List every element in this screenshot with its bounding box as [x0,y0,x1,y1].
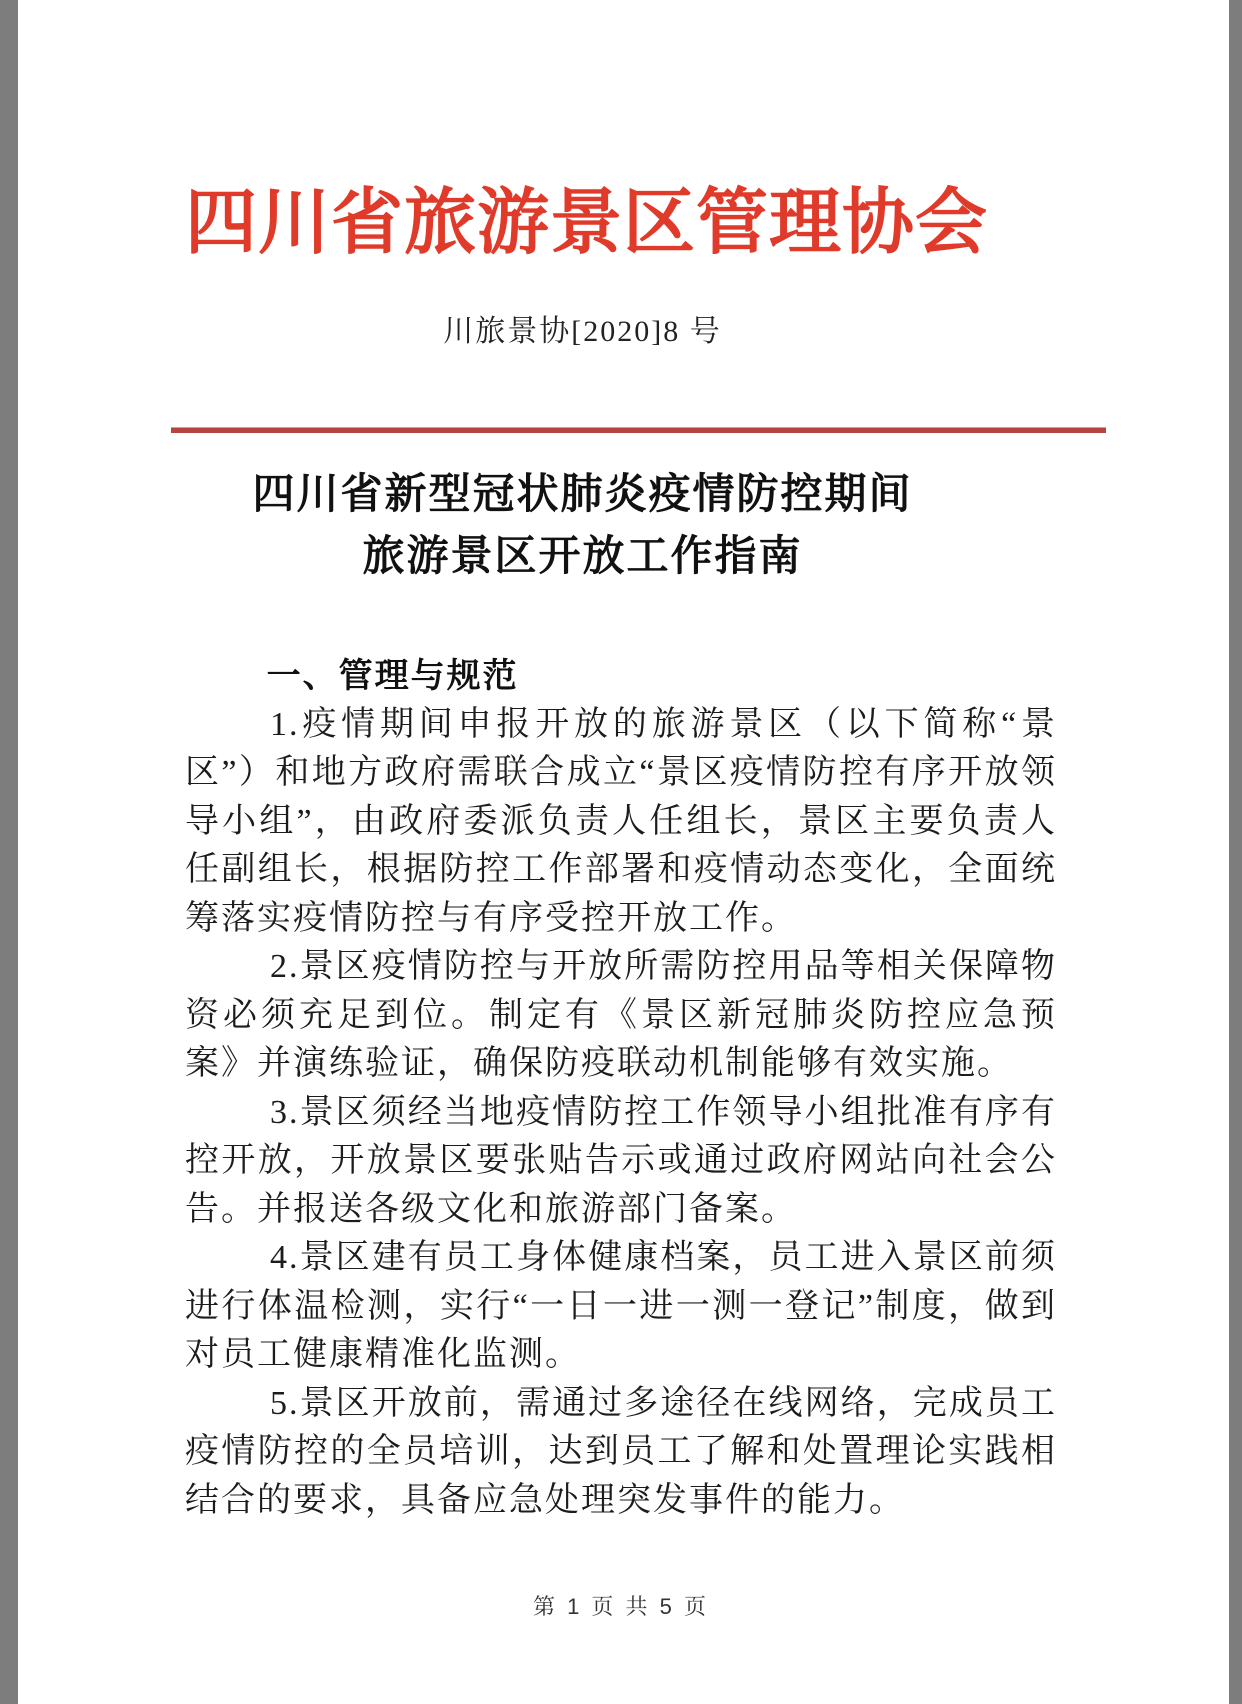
page-number: 第 1 页 共 5 页 [532,1594,710,1619]
scan-edge-right [1229,0,1242,1704]
paragraph-item-3: 3.景区须经当地疫情防控工作领导小组批准有序有控开放，开放景区要张贴告示或通过政府网站向社会公告。并报送各级文化和旅游部门备案。 [185,1093,1057,1228]
paragraph-item-1: 1.疫情期间申报开放的旅游景区（以下简称“景区”）和地方政府需联合成立“景区疫情防控有序开放领导小组”，由政府委派负责人任组长，景区主要负责人任副组长，根据防控工作部署和疫情动态变化，全面统筹落实疫情防控与有序受控开放工作。 [185,705,1057,937]
document-title-line1: 四川省新型冠状肺炎疫情防控期间 [252,470,913,517]
paragraph-item-5: 5.景区开放前，需通过多途径在线网络，完成员工疫情防控的全员培训，达到员工了解和处置理论实践相结合的要求，具备应急处理突发事件的能力。 [185,1384,1057,1519]
org-title: 四川省旅游景区管理协会 [185,183,989,263]
document-title [185,463,980,587]
paragraph-item-2: 2.景区疫情防控与开放所需防控用品等相关保障物资必须充足到位。制定有《景区新冠肺炎防控应急预案》并演练验证，确保防疫联动机制能够有效实施。 [185,948,1057,1082]
document-body [185,652,1057,1525]
red-divider-line [171,427,1106,433]
document-header [185,168,989,350]
section-heading: 一、管理与规范 [266,657,519,695]
doc-number: 川旅景协[2020]8 号 [443,315,722,348]
scan-edge-left [0,0,18,1704]
document-title-line2: 旅游景区开放工作指南 [362,532,803,579]
page-footer [185,1590,1057,1621]
paragraph-item-4: 4.景区建有员工身体健康档案，员工进入景区前须进行体温检测，实行“一日一进一测一登记”制度，做到对员工健康精准化监测。 [185,1239,1057,1373]
